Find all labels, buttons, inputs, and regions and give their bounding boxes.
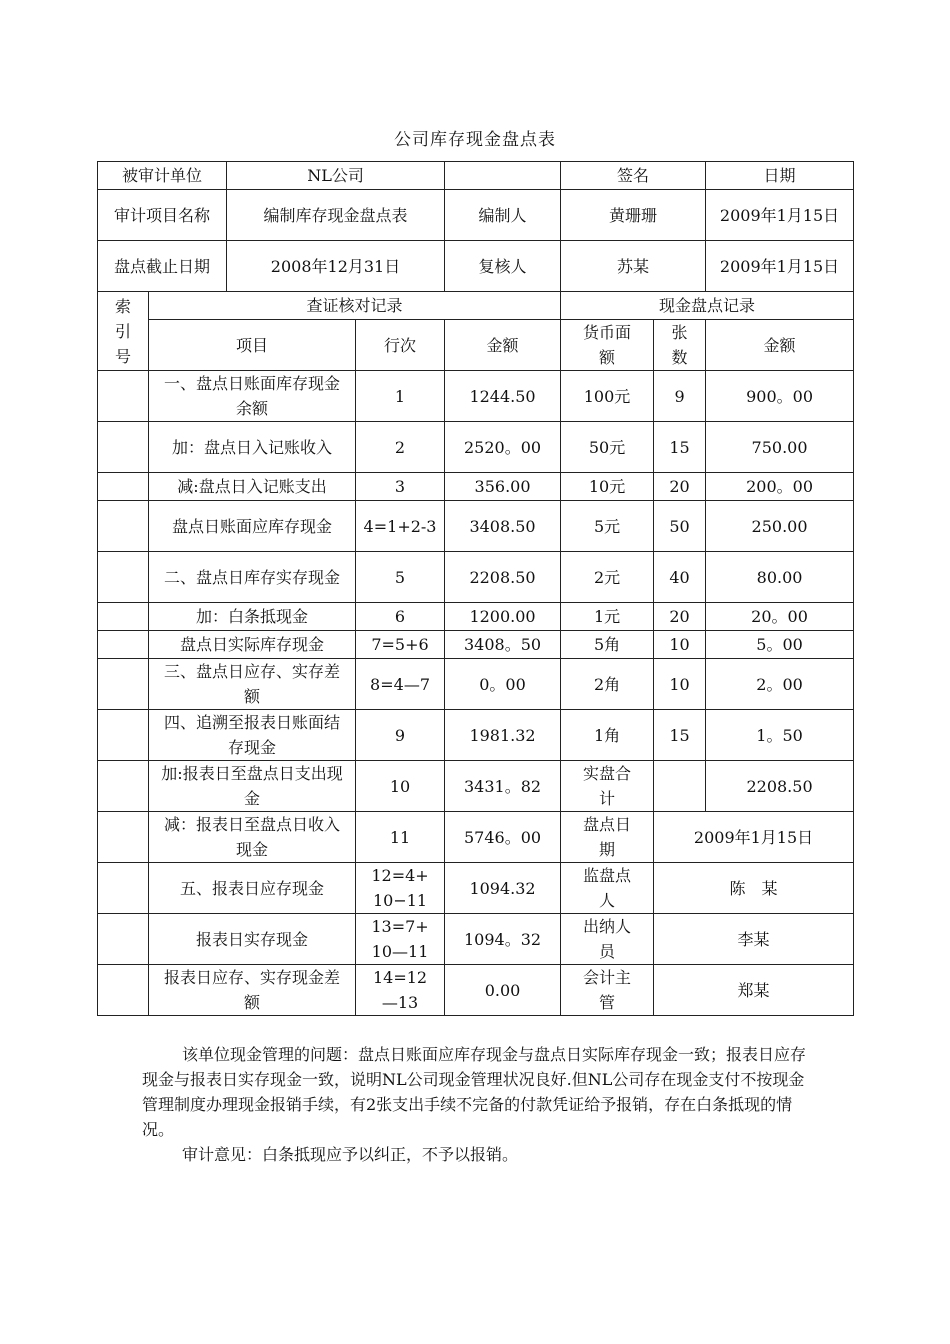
amount-cell: 3408.50 [445,501,561,552]
count-section-label: 现金盘点记录 [561,292,854,320]
item-cell: 减:盘点日入记账支出 [149,473,356,501]
item-cell: 报表日应存、实存现金差额 [149,965,356,1016]
summary-value: 陈 某 [654,863,854,914]
index-cell [98,552,149,603]
index-cell [98,863,149,914]
col-cash-amount: 金额 [706,320,854,371]
item-cell: 加：盘点日入记账收入 [149,422,356,473]
table-row [98,371,854,422]
summary-value: 李某 [654,914,854,965]
cash-cell: 750.00 [706,422,854,473]
col-item: 项目 [149,320,356,371]
denom-cell: 10元 [561,473,654,501]
amount-cell: 3408。50 [445,631,561,659]
preparer-date: 2009年1月15日 [706,190,854,241]
table-row [98,710,854,761]
denom-cell: 50元 [561,422,654,473]
amount-cell: 2520。00 [445,422,561,473]
summary-label: 盘点日期 [561,812,654,863]
amount-cell: 356.00 [445,473,561,501]
denom-cell: 1角 [561,710,654,761]
table-row [98,914,854,965]
denom-cell: 100元 [561,371,654,422]
preparer-name: 黄珊珊 [561,190,706,241]
summary-label: 出纳人员 [561,914,654,965]
cash-cell: 2。00 [706,659,854,710]
summary-value: 2009年1月15日 [654,812,854,863]
table-row [98,501,854,552]
col-denomination: 货币面额 [561,320,654,371]
line-cell: 3 [356,473,445,501]
count-cell: 50 [654,501,706,552]
item-cell: 加:报表日至盘点日支出现金 [149,761,356,812]
count-cell: 10 [654,659,706,710]
table-row [98,761,854,812]
reviewer-name: 苏某 [561,241,706,292]
count-cell: 15 [654,422,706,473]
opinion-paragraph: 审计意见：白条抵现应予以纠正，不予以报销。 [182,1145,519,1164]
table-row [98,473,854,501]
cutoff-value: 2008年12月31日 [227,241,445,292]
item-cell: 报表日实存现金 [149,914,356,965]
line-cell: 9 [356,710,445,761]
summary-label: 会计主管 [561,965,654,1016]
index-cell [98,659,149,710]
project-label: 审计项目名称 [98,190,227,241]
index-cell [98,603,149,631]
line-cell: 5 [356,552,445,603]
index-cell [98,501,149,552]
index-cell [98,631,149,659]
line-cell: 10 [356,761,445,812]
cash-cell: 5。00 [706,631,854,659]
cash-cell: 20。00 [706,603,854,631]
line-cell: 6 [356,603,445,631]
item-cell: 一、盘点日账面库存现金余额 [149,371,356,422]
table-row [98,552,854,603]
empty-cell [445,162,561,190]
item-cell: 减：报表日至盘点日收入现金 [149,812,356,863]
index-cell [98,965,149,1016]
cash-cell: 250.00 [706,501,854,552]
line-cell: 14=12—13 [356,965,445,1016]
table-row [98,631,854,659]
amount-cell: 1094.32 [445,863,561,914]
col-line: 行次 [356,320,445,371]
summary-value: 2208.50 [706,761,854,812]
cutoff-label: 盘点截止日期 [98,241,227,292]
denom-cell: 2元 [561,552,654,603]
count-cell: 40 [654,552,706,603]
table-row [98,422,854,473]
cash-cell: 900。00 [706,371,854,422]
denom-cell: 1元 [561,603,654,631]
denom-cell: 5元 [561,501,654,552]
index-cell [98,473,149,501]
index-cell [98,710,149,761]
item-cell: 加：白条抵现金 [149,603,356,631]
line-cell: 12=4+10−11 [356,863,445,914]
line-cell: 11 [356,812,445,863]
verify-section-label: 查证核对记录 [149,292,561,320]
summary-label: 实盘合计 [561,761,654,812]
amount-cell: 2208.50 [445,552,561,603]
denom-cell: 5角 [561,631,654,659]
reviewer-label: 复核人 [445,241,561,292]
line-cell: 13=7+10—11 [356,914,445,965]
page-title: 公司库存现金盘点表 [394,130,556,150]
date-label: 日期 [706,162,854,190]
cash-count-table [97,161,854,1016]
item-cell: 四、追溯至报表日账面结存现金 [149,710,356,761]
item-cell: 五、报表日应存现金 [149,863,356,914]
item-cell: 盘点日账面应库存现金 [149,501,356,552]
line-cell: 8=4—7 [356,659,445,710]
line-cell: 4=1+2-3 [356,501,445,552]
denom-cell: 2角 [561,659,654,710]
amount-cell: 5746。00 [445,812,561,863]
item-cell: 盘点日实际库存现金 [149,631,356,659]
index-cell [98,371,149,422]
preparer-label: 编制人 [445,190,561,241]
line-cell: 1 [356,371,445,422]
unit-value: NL公司 [227,162,445,190]
line-cell: 7=5+6 [356,631,445,659]
col-amount: 金额 [445,320,561,371]
amount-cell: 1200.00 [445,603,561,631]
count-cell: 9 [654,371,706,422]
sign-label: 签名 [561,162,706,190]
cash-cell: 200。00 [706,473,854,501]
count-cell: 20 [654,473,706,501]
summary-label: 监盘点人 [561,863,654,914]
index-cell [98,914,149,965]
count-cell: 10 [654,631,706,659]
item-cell: 二、盘点日库存实存现金 [149,552,356,603]
item-cell: 三、盘点日应存、实存差额 [149,659,356,710]
col-count: 张数 [654,320,706,371]
amount-cell: 0.00 [445,965,561,1016]
index-cell [98,812,149,863]
count-cell [654,761,706,812]
index-label: 索引号 [98,292,149,371]
amount-cell: 0。00 [445,659,561,710]
index-cell [98,761,149,812]
amount-cell: 3431。82 [445,761,561,812]
amount-cell: 1094。32 [445,914,561,965]
table-row [98,863,854,914]
table-row [98,603,854,631]
audit-notes [142,1042,810,1167]
cash-cell: 80.00 [706,552,854,603]
count-cell: 20 [654,603,706,631]
summary-value: 郑某 [654,965,854,1016]
amount-cell: 1981.32 [445,710,561,761]
reviewer-date: 2009年1月15日 [706,241,854,292]
line-cell: 2 [356,422,445,473]
count-cell: 15 [654,710,706,761]
index-cell [98,422,149,473]
amount-cell: 1244.50 [445,371,561,422]
table-row [98,812,854,863]
table-row [98,965,854,1016]
problem-paragraph: 该单位现金管理的问题：盘点日账面应库存现金与盘点日实际库存现金一致；报表日应存现金与报表日实存现金一致，说明NL公司现金管理状况良好.但NL公司存在现金支付不按现金管理制度办理现金报销手续，有2张支出手续不完备的付款凭证给予报销，存在白条抵现的情况。 [142,1045,807,1139]
project-value: 编制库存现金盘点表 [227,190,445,241]
table-row [98,659,854,710]
cash-cell: 1。50 [706,710,854,761]
unit-label: 被审计单位 [98,162,227,190]
